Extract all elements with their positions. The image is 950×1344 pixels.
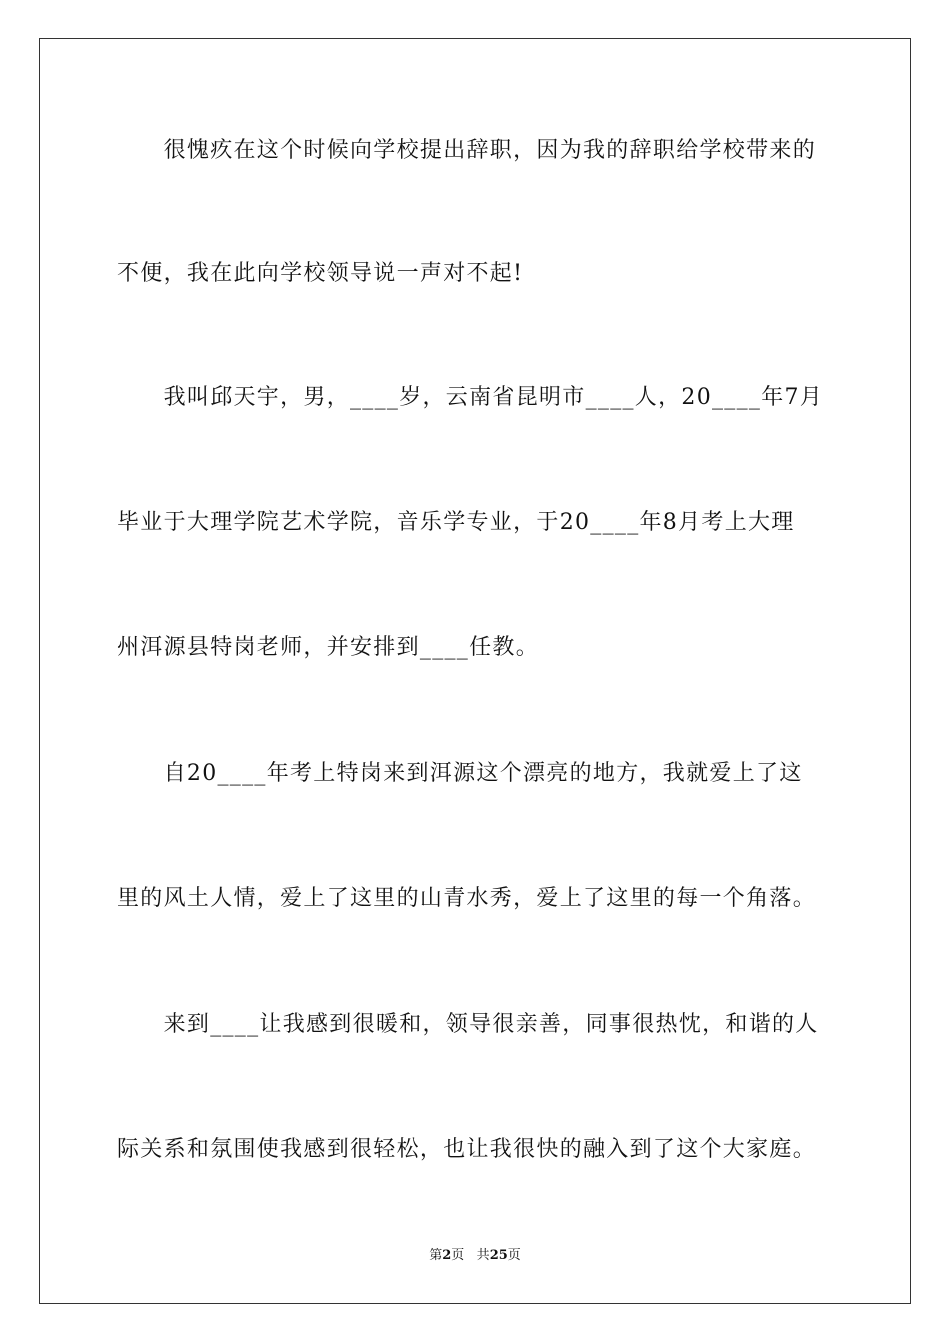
page-border [39, 38, 911, 1304]
paragraph-line: 里的风土人情，爱上了这里的山青水秀，爱上了这里的每一个角落。 [117, 886, 817, 911]
paragraph-line: 我叫邱天宇，男，____岁，云南省昆明市____人，20____年7月 [117, 385, 824, 410]
footer-page-unit: 页 [451, 1248, 465, 1263]
footer-prefix: 第 [429, 1248, 443, 1263]
paragraph-line: 毕业于大理学院艺术学院，音乐学专业，于20____年8月考上大理 [117, 510, 795, 535]
footer-current-page: 2 [442, 1248, 452, 1263]
paragraph-line: 不便，我在此向学校领导说一声对不起! [117, 261, 524, 286]
footer-total-prefix: 共 [476, 1248, 490, 1263]
paragraph-line: 来到____让我感到很暖和，领导很亲善，同事很热忱，和谐的人 [117, 1012, 819, 1037]
paragraph-line: 际关系和氛围使我感到很轻松，也让我很快的融入到了这个大家庭。 [117, 1137, 817, 1162]
footer-total-pages: 25 [489, 1248, 508, 1263]
footer-total-unit: 页 [507, 1248, 521, 1263]
paragraph-line: 州洱源县特岗老师，并安排到____任教。 [117, 635, 540, 660]
page-footer [0, 1247, 950, 1265]
paragraph-line: 很愧疚在这个时候向学校提出辞职，因为我的辞职给学校带来的 [117, 138, 817, 163]
paragraph-line: 自20____年考上特岗来到洱源这个漂亮的地方，我就爱上了这 [117, 761, 803, 786]
